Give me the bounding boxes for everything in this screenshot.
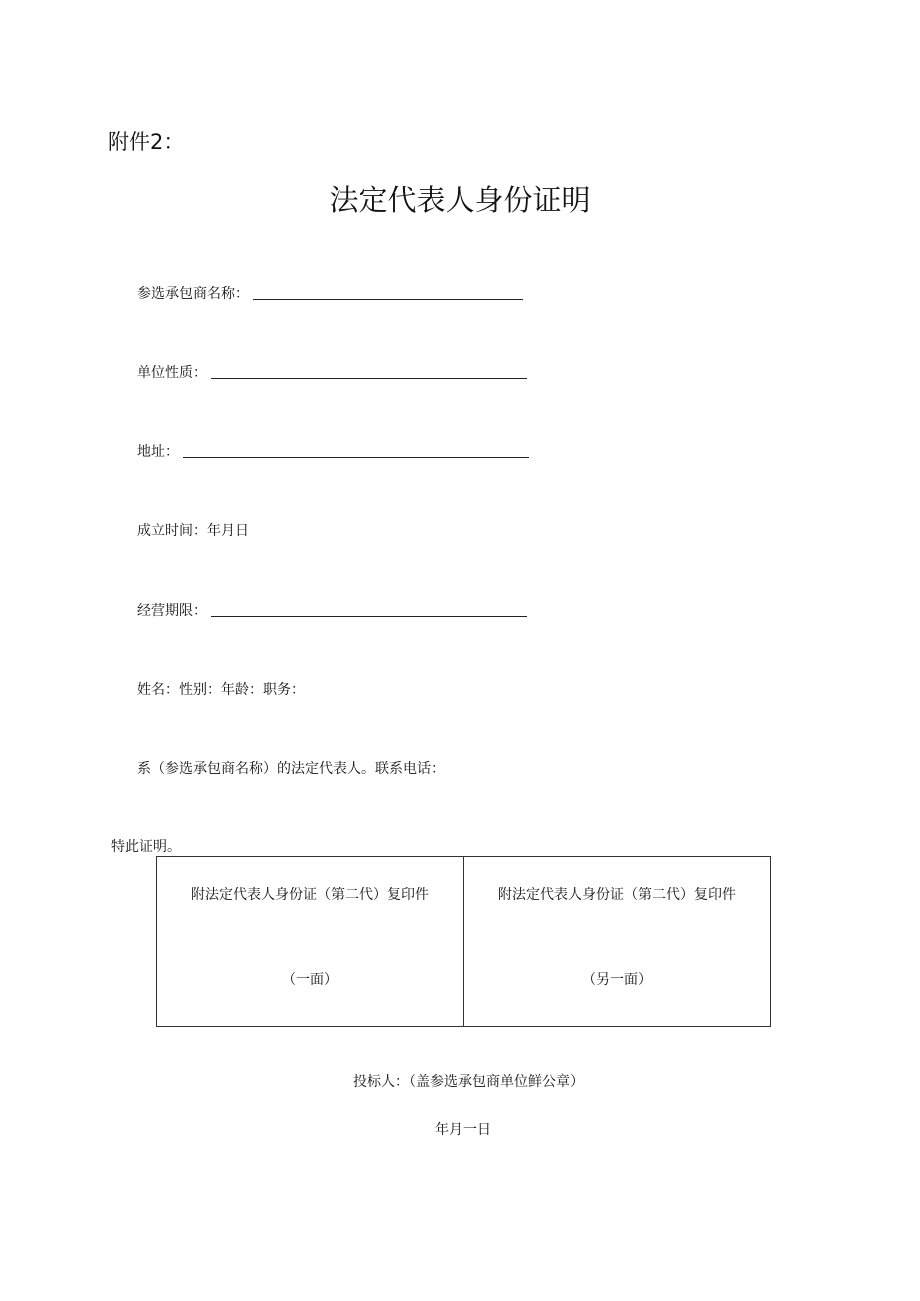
field-address-label: 地址： [137, 444, 179, 460]
id-card-front-caption: 附法定代表人身份证（第二代）复印件 [191, 887, 429, 903]
field-established [137, 520, 249, 540]
field-business-term [137, 600, 527, 620]
business-term-blank[interactable] [211, 615, 527, 617]
address-blank[interactable] [183, 456, 529, 458]
field-statement-label: 系（参选承包商名称）的法定代表人。联系电话： [137, 761, 445, 777]
unit-nature-blank[interactable] [211, 377, 527, 379]
id-card-back-side: （另一面） [582, 972, 652, 988]
id-card-front-cell [157, 857, 463, 1026]
bidder-signature: 投标人：（盖参选承包商单位鲜公章） [353, 1074, 584, 1090]
field-established-label: 成立时间：年月日 [137, 523, 249, 539]
id-card-back-caption: 附法定代表人身份证（第二代）复印件 [498, 887, 736, 903]
id-card-copy-box [156, 856, 771, 1027]
field-unit-nature [137, 362, 527, 382]
attachment-label: 附件2： [108, 130, 185, 154]
field-unit-nature-label: 单位性质： [137, 365, 207, 381]
signature-date: 年月一日 [435, 1122, 491, 1138]
bidder-name-blank[interactable] [253, 298, 523, 300]
document-title: 法定代表人身份证明 [329, 183, 591, 217]
id-card-back-cell [463, 857, 770, 1026]
field-statement [137, 758, 445, 778]
id-card-front-side: （一面） [282, 972, 338, 988]
field-person-info-label: 姓名：性别：年龄：职务： [137, 682, 305, 698]
field-address [137, 441, 529, 461]
field-business-term-label: 经营期限： [137, 603, 207, 619]
field-person-info [137, 679, 305, 699]
field-bidder-name [137, 283, 523, 303]
field-bidder-name-label: 参选承包商名称： [137, 286, 249, 302]
certify-text: 特此证明。 [111, 839, 181, 855]
